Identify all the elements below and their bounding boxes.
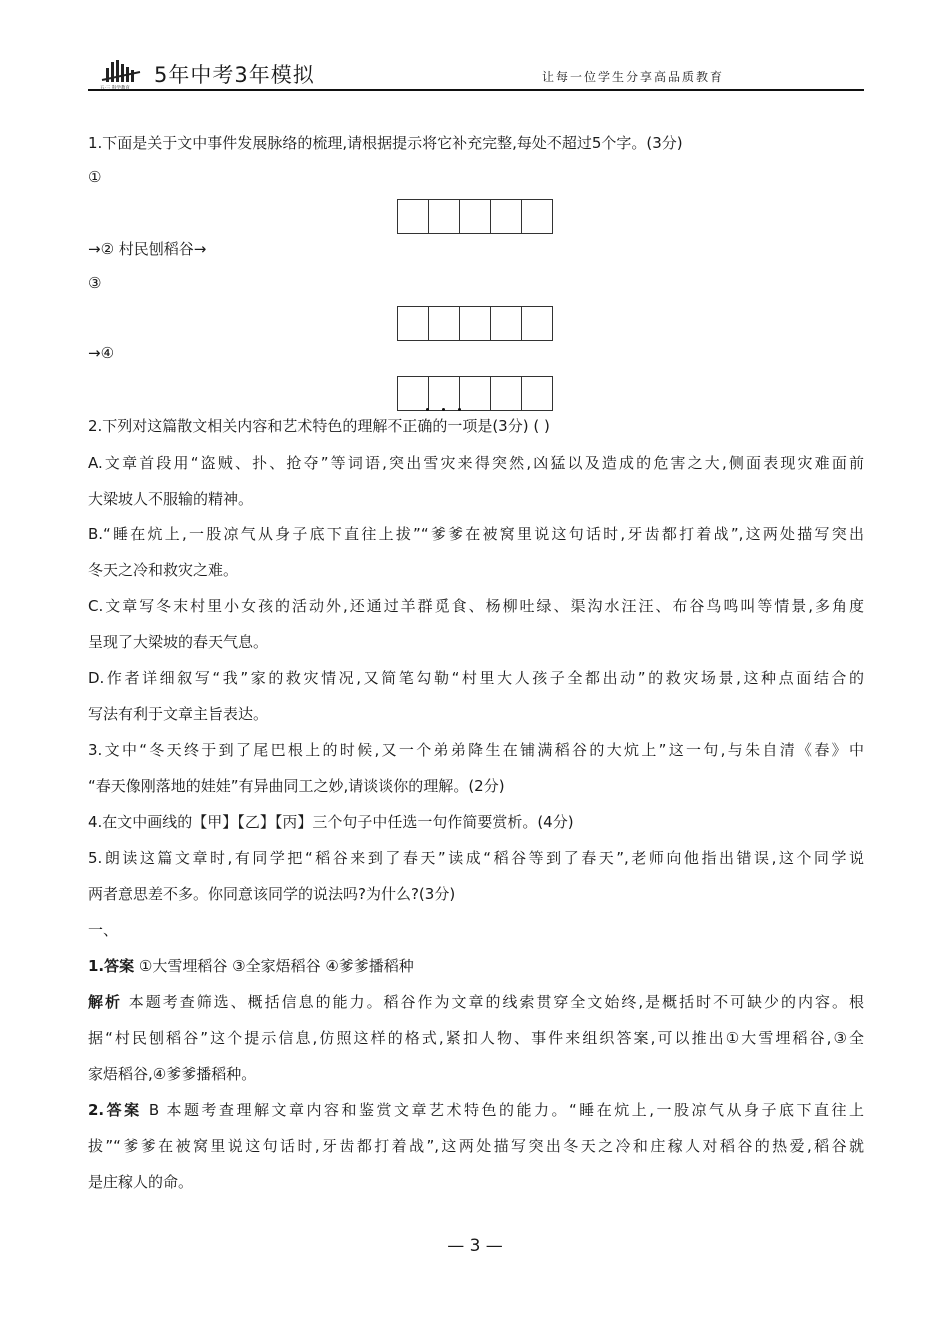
answer-2-line1	[88, 1099, 864, 1120]
q3-line2: “春天像刚落地的娃娃”有异曲同工之妙,请谈谈你的理解。(2分)	[88, 777, 505, 795]
q3-line1: 3.文中“冬天终于到了尾巴根上的时候,又一个弟弟降生在铺满稻谷的大炕上”这一句,与朱自清《春》中	[88, 741, 864, 759]
q2-option-b-line1: B.“睡在炕上,一股凉气从身子底下直往上拔”“爹爹在被窝里说这句话时,牙齿都打着战”,这两处描写突出	[88, 525, 864, 543]
answer-box[interactable]	[428, 199, 460, 234]
answer-box[interactable]	[490, 199, 522, 234]
header-slogan: 让每一位学生分享高品质教育	[541, 70, 724, 84]
publisher-logo	[100, 58, 144, 90]
q1-prompt: 1.下面是关于文中事件发展脉络的梳理,请根据提示将它补充完整,每处不超过5个字。(3分)	[88, 134, 683, 152]
answer-box[interactable]	[459, 199, 491, 234]
brand-title: 5年中考3年模拟	[154, 63, 315, 87]
analysis-line1	[88, 991, 864, 1012]
analysis-line2: 据“村民刨稻谷”这个提示信息,仿照这样的格式,紧扣人物、事件来组织答案,可以推出①大雪埋稻谷,③全	[88, 1029, 864, 1047]
q2-option-c-line2: 呈现了大梁坡的春天气息。	[88, 633, 269, 651]
analysis-line3: 家焐稻谷,④爹爹播稻种。	[88, 1065, 257, 1083]
answer-1-number: 1.	[88, 957, 105, 975]
answer-box[interactable]	[521, 199, 553, 234]
answer-boxes-3	[397, 306, 552, 341]
q5-line1: 5.朗读这篇文章时,有同学把“稻谷来到了春天”读成“稻谷等到了春天”,老师向他指出错误,这个同学说	[88, 849, 864, 867]
header-rule	[88, 89, 864, 91]
answer-2-number: 2.	[88, 1101, 105, 1119]
q4-prompt: 4.在文中画线的【甲】【乙】【丙】三个句子中任选一句作简要赏析。(4分)	[88, 813, 574, 831]
answers-section-heading: 一、	[88, 921, 119, 939]
answer-box[interactable]	[397, 306, 429, 341]
answer-1-label: 答案	[104, 957, 135, 975]
q1-arrow2: →② 村民刨稻谷→	[88, 240, 207, 258]
answer-2-label: 答案	[104, 1101, 142, 1119]
answer-box[interactable]	[490, 306, 522, 341]
answer-1-text: ①大雪埋稻谷 ③全家焐稻谷 ④爹爹播稻种	[134, 957, 414, 975]
answer-box[interactable]	[459, 306, 491, 341]
q1-arrow4: →④	[88, 344, 115, 362]
answer-2-line1-text: B 本题考查理解文章内容和鉴赏文章艺术特色的能力。“睡在炕上,一股凉气从身子底下直往上	[141, 1101, 864, 1119]
q2-prompt: 2.下列对这篇散文相关内容和艺术特色的理解不正确的一项是(3分) ( )	[88, 417, 550, 435]
answer-2-line3: 是庄稼人的命。	[88, 1173, 194, 1191]
page-header	[88, 55, 864, 91]
q5-line2: 两者意思差不多。你同意该同学的说法吗?为什么?(3分)	[88, 885, 456, 903]
answer-boxes-4	[397, 376, 552, 411]
q2-option-d-line1: D.作者详细叙写“我”家的救灾情况,又简笔勾勒“村里大人孩子全都出动”的救灾场景,这种点面结合的	[88, 669, 864, 687]
emphasis-dot	[442, 408, 445, 411]
answer-box[interactable]	[397, 199, 429, 234]
page-number: — 3 —	[447, 1236, 503, 1256]
q1-mark3: ③	[88, 274, 102, 292]
answer-box[interactable]	[490, 376, 522, 411]
q2-option-a-line2: 大梁坡人不服输的精神。	[88, 490, 254, 508]
answer-box[interactable]	[397, 376, 429, 411]
q2-option-d-line2: 写法有利于文章主旨表达。	[88, 705, 269, 723]
emphasis-dot	[426, 408, 429, 411]
emphasis-dot	[458, 408, 461, 411]
answer-2-line2: 拔”“爹爹在被窝里说这句话时,牙齿都打着战”,这两处描写突出冬天之冷和庄稼人对稻谷的热爱,稻谷就	[88, 1137, 864, 1155]
analysis-line1-text: 本题考查筛选、概括信息的能力。稻谷作为文章的线索贯穿全文始终,是概括时不可缺少的内容。根	[121, 993, 864, 1011]
answer-box[interactable]	[428, 306, 460, 341]
analysis-label: 解析	[88, 993, 122, 1011]
q2-option-b-line2: 冬天之冷和救灾之难。	[88, 561, 239, 579]
answer-1	[88, 955, 864, 976]
q2-option-c-line1: C.文章写冬末村里小女孩的活动外,还通过羊群觅食、杨柳吐绿、渠沟水汪汪、布谷鸟鸣叫等情景,多角度	[88, 597, 864, 615]
answer-box[interactable]	[521, 306, 553, 341]
q2-option-a-line1: A.文章首段用“盗贼、扑、抢夺”等词语,突出雪灾来得突然,凶猛以及造成的危害之大,侧面表现灾难面前	[88, 454, 864, 472]
q1-mark1: ①	[88, 168, 102, 186]
answer-box[interactable]	[428, 376, 460, 411]
svg-text:五·三 科学教育: 五·三 科学教育	[100, 86, 130, 90]
answer-boxes-1	[397, 199, 552, 234]
answer-box[interactable]	[521, 376, 553, 411]
answer-box[interactable]	[459, 376, 491, 411]
